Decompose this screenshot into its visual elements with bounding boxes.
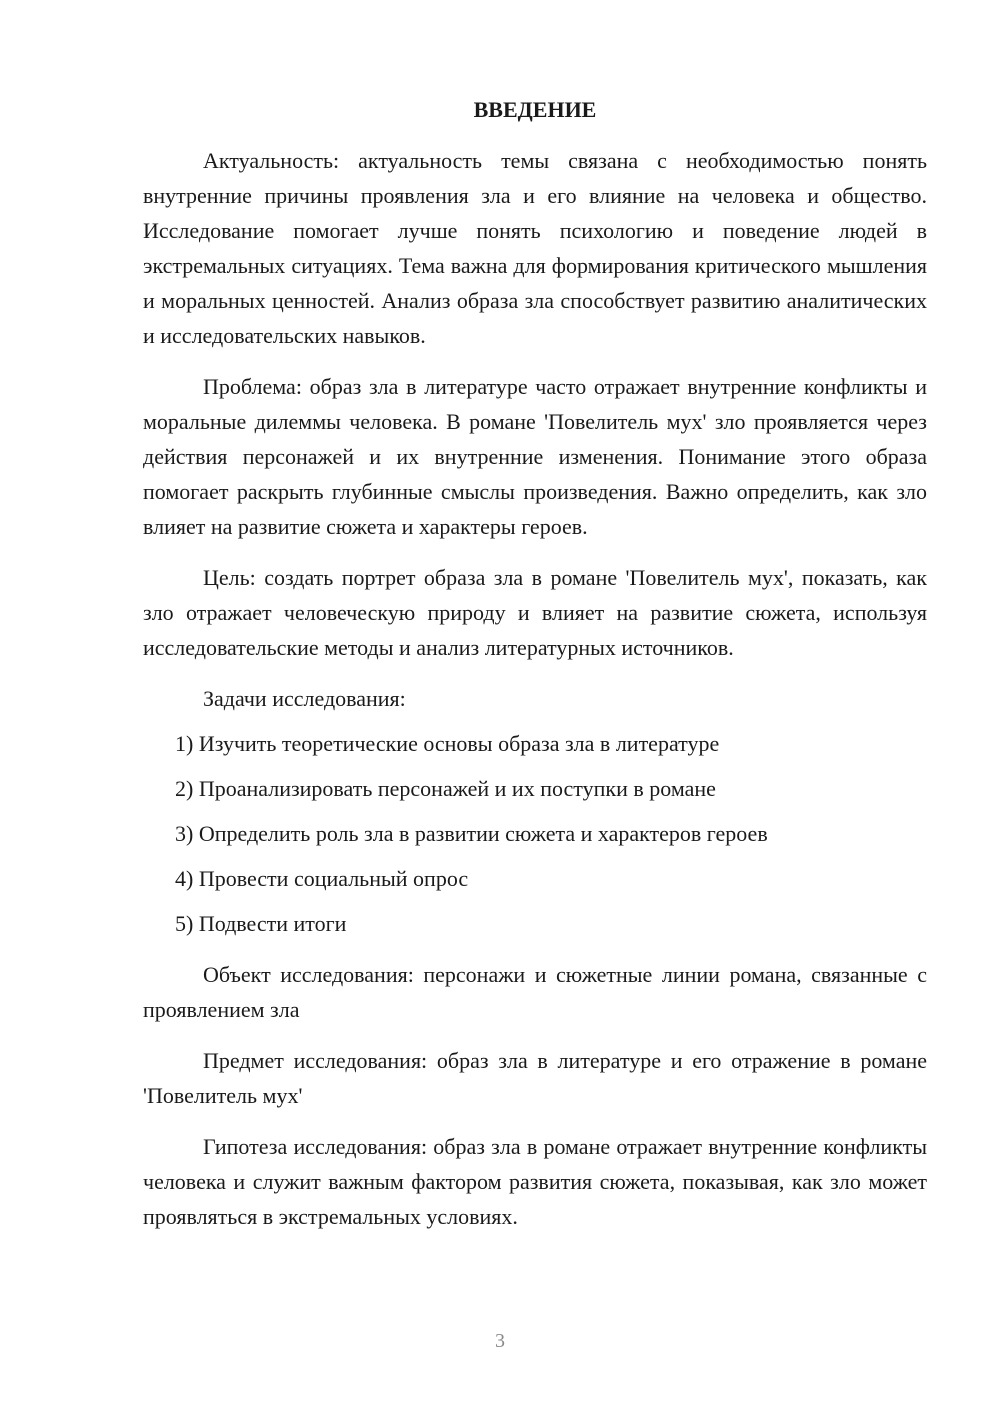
page-number: 3: [495, 1330, 505, 1352]
tasks-list: [143, 726, 927, 941]
task-item: 4) Провести социальный опрос: [175, 866, 469, 891]
goal-paragraph: Цель: создать портрет образа зла в романе 'Повелитель мух', показать, как зло отражает человеческую природу и влияет на развитие сюжета, используя исследовательские методы и анализ литературных источников.: [143, 565, 927, 660]
task-item: 2) Проанализировать персонажей и их поступки в романе: [175, 776, 716, 801]
hypothesis-paragraph: Гипотеза исследования: образ зла в романе отражает внутренние конфликты человека и служит важным фактором развития сюжета, показывая, как зло может проявляться в экстремальных условиях.: [143, 1134, 927, 1229]
task-item: 5) Подвести итоги: [175, 911, 347, 936]
task-item: 3) Определить роль зла в развитии сюжета и характеров героев: [175, 821, 768, 846]
object-paragraph: Объект исследования: персонажи и сюжетные линии романа, связанные с проявлением зла: [143, 962, 927, 1022]
subject-paragraph: Предмет исследования: образ зла в литературе и его отражение в романе 'Повелитель мух': [143, 1048, 927, 1108]
relevance-paragraph: Актуальность: актуальность темы связана с необходимостью понять внутренние причины проявления зла и его влияние на человека и общество. Исследование помогает лучше понять психологию и поведение людей в экстремальных ситуациях. Тема важна для формирования критического мышления и моральных ценностей. Анализ образа зла способствует развитию аналитических и исследовательских навыков.: [143, 148, 927, 348]
page-title: ВВЕДЕНИЕ: [473, 97, 597, 122]
tasks-heading: Задачи исследования:: [203, 686, 406, 711]
task-item: 1) Изучить теоретические основы образа зла в литературе: [175, 731, 720, 756]
document-page: [143, 92, 927, 1250]
problem-paragraph: Проблема: образ зла в литературе часто отражает внутренние конфликты и моральные дилеммы человека. В романе 'Повелитель мух' зло проявляется через действия персонажей и их внутренние изменения. Понимание этого образа помогает раскрыть глубинные смыслы произведения. Важно определить, как зло влияет на развитие сюжета и характеры героев.: [143, 374, 927, 539]
